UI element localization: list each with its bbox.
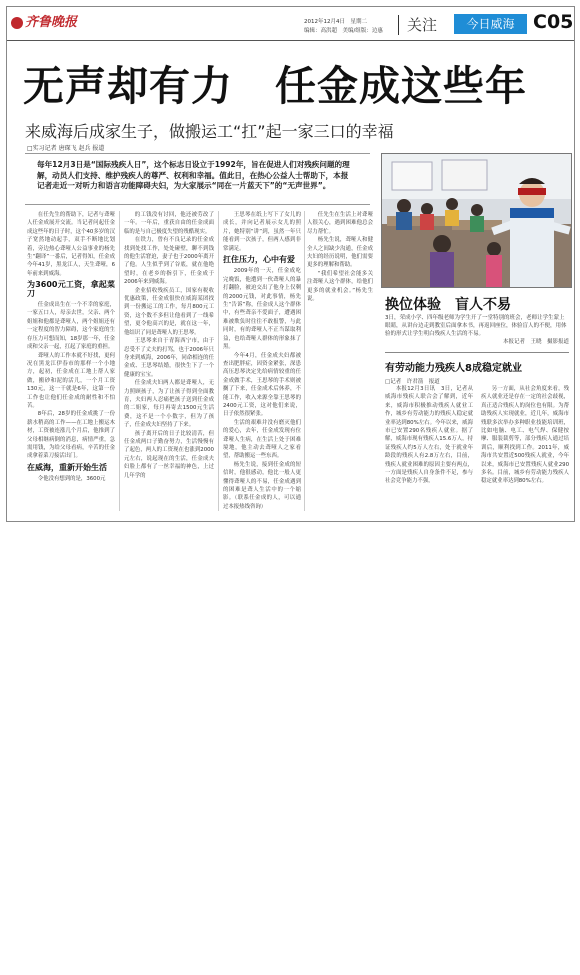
byline: □实习记者 唐琛飞 赵兵 报道	[27, 145, 105, 152]
article-paragraph: 在铁力，曾有不良记录的任金成找到处找工作，处处碰壁，聊不到钱的他生活窘迫，妻子也于2000年离开了他。人生似乎到了谷底，就在他绝望时，在老乡的指引下，任金成于2006年来到威海。	[124, 237, 214, 286]
article-paragraph: 杨先生说，聋哑人和健全人之间缺少沟通，任金成夫妇的经历说明，他们需要更多的理解和帮助。	[307, 237, 373, 269]
classroom-photo	[381, 153, 572, 288]
headline: 无声却有力 任金成这些年	[23, 62, 527, 110]
side-story-column-1	[385, 385, 473, 515]
classroom-photo-illustration	[382, 154, 571, 287]
article-paragraph: 8年后，28岁的任金成挑了一份薪水稍高的工作——在工地上搬运木材，工资被连涨几个月后，他推到了父母相继病倒的消息，病情严重，急需用钱，为给父母看病，辛苦的任金成拿着菜刀接活出门。	[27, 411, 115, 460]
article-paragraph: 的工钱没有讨回，他还被劳改了一年。一年后，重获自由的任金成面临的是与自己极度失望的残酷现实。	[124, 212, 214, 235]
sidebar-title: 换位体验 盲人不易	[385, 297, 511, 313]
article-paragraph: 任金成夫妇两人都是聋哑人，无力照顾孩子，为了让孩子得到全面教育，夫妇两人忍痛把孩子送到任金成的二姐家，每月再寄去1500元生活费，这不是一个小数字，但为了孩子，任金成夫妇坚持了下来。	[124, 380, 214, 429]
photo-caption	[385, 314, 569, 346]
article-column-3	[223, 211, 301, 516]
logo-mark-icon	[11, 17, 23, 29]
article-paragraph: 聋哑人的工作本就不好找，更何况在黑龙江伊春市的那样一个小地方，起初，任金成在工地上帮人家做，搬砂和泥的活儿，一个月工资130元，这一干就是6年，这第一份工作也让他们任金成的耐性和不怕苦。	[27, 352, 115, 409]
logo-text: 齐鲁晚报	[25, 15, 78, 30]
masthead-divider	[398, 15, 399, 35]
column-rule	[218, 211, 219, 511]
side-story-byline: □记者 许君箭 报道	[385, 379, 440, 385]
page-number: C05	[533, 11, 574, 33]
section-name: 关注	[407, 16, 438, 34]
article-paragraph: 生活的艰难并没有磨灭他们的爱心，去年，任金成发现有位聋哑人生病，在生活上处于困难境地，他主动去聋哑人之家看望，帮助搬运一些东西。	[223, 419, 301, 460]
article-paragraph: 杨先生说，接到任金成的短信时，他很感动，他比一般人更懂得聋哑人的不易，任金成遇到的困难是聋人生活中的一个缩影。（联系任金成的人，可以通过本报热线咨询）	[223, 461, 301, 510]
issue-date: 2012年12月4日 星期二	[304, 19, 367, 25]
side-story-paragraph: 本报12月3日讯 3日，记者从威海市残疾人联合会了解到，近年来，威海市积极推动残疾人就业工作，城乡有劳动能力的残疾人稳定就业率达到80%左右。今年以来，威海市已安置290名残疾人就业。据了解，威海市现有残疾人15.6万人，持证残疾人约5万人左右，处于就业年龄段的残疾人有2.8万左右，目前，残疾人就业困难的原因主要有两点，一方面是残疾人自身条件不足，参与社会竞争能力不强，	[385, 386, 473, 485]
article-paragraph: 任金成出生在一个不幸的家庭，一家五口人，母亲去世，父亲、两个姐姐和他都是聋哑人，两个姐姐还有一定程度的智力障碍，这个家庭的生存压力可想而知，18岁那一年，任金成和父亲一起，扛起了家庭的重担。	[27, 302, 115, 351]
article-paragraph: 王思琴在纸上写下了女儿的成长，并向记者展示女儿的照片，她特别“讲”到，虽然一年只能看到一次孩子，但两人感到非常满足。	[223, 212, 301, 252]
column-rule	[119, 211, 120, 511]
article-subheading: 扛住压力，心中有爱	[223, 255, 295, 265]
article-paragraph: 2009年的一天，任金成吃完晚饭，他遭到一伙聋哑人的暴打翻脸，被迫交出了他身上仅剩的2000元钱，对此事情，杨先生“告诉”称，任金成人这个群体中，有些聋亲不爱面子，遭遇困难被欺负时往往不敢报警，与此同时，有的聋哑人不正当谋取利益，也给聋哑人群体的形象抹了黑。	[223, 268, 301, 351]
article-column-1	[27, 211, 115, 516]
article-paragraph: 在任先生的帮助下，记者与聋哑人任金成展开交流。当记者问起任金成这些年的日子时，这个40多岁的汉子宽然地动起手，双手不断地比划着，旁边热心聋哑人公益事业的杨先生“翻译”一番后，记者得知，任金成今年41岁，黑龙江人，天生聋哑，6年前来到威海。	[27, 212, 115, 277]
article-column-4	[307, 211, 373, 516]
side-story-paragraph: 另一方面，从社会角度来看，残疾人就业还是存在一定的社会歧视，真正适合残疾人的岗位也有限。为帮助残疾人实现就业，近几年，威海市残联多次举办多种职业技能培训班，比如电脑、电工、电气焊、保健按摩、服装裁剪等，部分残疾人通过培训后，顺利找到工作。2011年，威海市共安置近500残疾人就业，今年以来，威海市已安置残疾人就业290多名。目前，城乡有劳动能力残疾人稳定就业率达到80%左右。	[481, 386, 569, 485]
article-paragraph: 王思琴来自于青海西宁市，由于忍受不了丈夫的打骂，也于2006年只身来到威海，2006年，同命相连的任金成、王思琴结婚，很快生下了一个健康的宝宝。	[124, 338, 214, 378]
masthead-rule	[7, 40, 574, 41]
lead-box	[25, 153, 370, 205]
section-tab: 今日威海	[454, 14, 527, 34]
article-paragraph: 任先生在生活上对聋哑人很关心，遇到困难他总会尽力帮忙。	[307, 212, 373, 235]
masthead	[7, 7, 574, 41]
sidebar-rule	[385, 352, 569, 353]
article-paragraph: 企业招收残疾员工，国家有税收优惠政策，任金成很快在威海某团找到一份搬运工的工作，每月800元工资，这个数不多但让他看到了一线希望，更令他高兴的是，就在这一年，他结识了同是聋哑人的王思琴。	[124, 287, 214, 336]
article-subheading: 为3600元工资，拿起菜刀	[27, 280, 115, 298]
article-paragraph: 令他没有想到的是，3600元	[37, 476, 106, 483]
article-paragraph: 孩子离开后的日子比较清苦，但任金成两口子勤奋努力，生活慢慢有了起色，两人的工资现在也涨到2000元左右，说起现在的生活，任金成夫妇脸上都有了一丝幸福的神色，上过几年学的	[124, 430, 214, 479]
issue-editors: 编辑：高洪超 美编/组版：边惠	[304, 28, 383, 34]
newspaper-page	[6, 6, 575, 522]
side-story-title: 有劳动能力残疾人8成稳定就业	[385, 363, 522, 374]
article-paragraph: “我们希望社会能多关注聋哑人这个群体，给他们更多的就业机会。”杨先生说。	[307, 270, 373, 303]
photo-caption-text: 3日，荣成小学、四年级老师为学生开了一堂特别的班会，老师让学生蒙上眼睛，从讲台边走到教室后面拿本书，再返回座位，体验盲人的不便，用体验的形式让学生明白残疾人生活的不易。	[385, 315, 567, 337]
article-paragraph: 今年4月，任金成夫妇都被查出肥胖症，因资金紧张，深患高压思琴决定先给病情较重的任金成做手术，王思琴的手术则被搁了下来，任金成术后休养，不能工作，收入来源全靠王思琴的2400元工资，这对他们来说，日子依然很紧张。	[223, 352, 301, 418]
newspaper-logo	[11, 11, 77, 30]
article-column-2	[124, 211, 214, 516]
column-rule	[304, 211, 305, 511]
photo-credit: 本报记者 王晓 摄影报道	[502, 339, 569, 345]
subheadline: 来威海后成家生子，做搬运工“扛”起一家三口的幸福	[25, 122, 394, 141]
lead-paragraph: 每年12月3日是“国际残疾人日”，这个标志日设立于1992年，旨在促进人们对残疾问题的理解，动员人们支持、维护残疾人的尊严、权利和幸福。值此日，在热心公益人士帮助下，本报记者走近一对听力和语言功能障碍夫妇，为大家展示“同在一片蓝天下”的“无声世界”。	[37, 160, 350, 190]
article-subheading: 在威海，重新开始生活	[27, 462, 107, 472]
side-story-column-2	[481, 385, 569, 515]
